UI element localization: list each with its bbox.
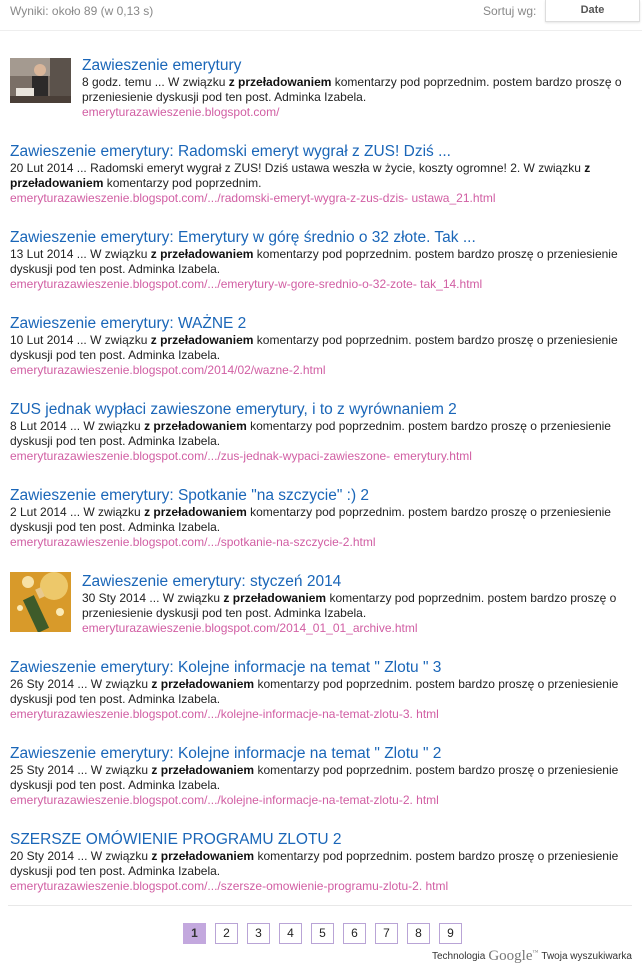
result-title-link[interactable]: ZUS jednak wypłaci zawieszone emerytury, i to z wyrównaniem 2 <box>10 401 457 418</box>
result-title-link[interactable]: Zawieszenie emerytury: Kolejne informacje na temat " Zlotu " 3 <box>10 659 442 676</box>
results-divider <box>8 905 632 906</box>
champagne-photo-thumbnail[interactable] <box>10 572 71 632</box>
result-item <box>10 572 632 658</box>
result-snippet: 30 Sty 2014 ... W związku z przeładowaniem komentarzy pod poprzednim. postem bardzo proszę o przeniesienie dyskusji pod ten post. Adminka Izabela. <box>82 591 617 620</box>
result-title-link[interactable]: SZERSZE OMÓWIENIE PROGRAMU ZLOTU 2 <box>10 831 342 848</box>
result-url[interactable]: emeryturazawieszenie.blogspot.com/.../szersze-omowienie-programu-zlotu-2. html <box>10 879 449 893</box>
result-snippet: 8 Lut 2014 ... W związku z przeładowaniem komentarzy pod poprzednim. postem bardzo proszę o przeniesienie dyskusji pod ten post. Adminka Izabela. <box>10 419 611 448</box>
result-url[interactable]: emeryturazawieszenie.blogspot.com/ <box>82 105 280 119</box>
result-url[interactable]: emeryturazawieszenie.blogspot.com/.../zus-jednak-wypaci-zawieszone- emerytury.html <box>10 449 472 463</box>
page-3-button[interactable]: 3 <box>247 923 270 944</box>
result-item <box>10 56 632 142</box>
result-item <box>10 744 632 830</box>
branding-suffix: Twoja wyszukiwarka <box>541 951 632 962</box>
branding-footer <box>432 948 632 965</box>
google-logo[interactable]: Google™ <box>488 948 539 964</box>
result-url[interactable]: emeryturazawieszenie.blogspot.com/2014_01_01_archive.html <box>82 621 418 635</box>
result-title-link[interactable]: Zawieszenie emerytury: WAŻNE 2 <box>10 315 247 332</box>
result-item <box>10 142 632 228</box>
page-6-button[interactable]: 6 <box>343 923 366 944</box>
result-item <box>10 228 632 314</box>
result-count: Wyniki: około 89 (w 0,13 s) <box>10 4 154 18</box>
results-header <box>0 0 642 31</box>
page-1-button[interactable]: 1 <box>183 923 206 944</box>
page-9-button[interactable]: 9 <box>439 923 462 944</box>
result-title-link[interactable]: Zawieszenie emerytury: Radomski emeryt wygrał z ZUS! Dziś ... <box>10 143 451 160</box>
result-item <box>10 486 632 572</box>
sort-dropdown[interactable]: Date <box>545 0 640 22</box>
result-snippet: 10 Lut 2014 ... W związku z przeładowaniem komentarzy pod poprzednim. postem bardzo proszę o przeniesienie dyskusji pod ten post. Adminka Izabela. <box>10 333 618 362</box>
result-title-link[interactable]: Zawieszenie emerytury <box>82 57 242 74</box>
result-snippet: 8 godz. temu ... W związku z przeładowaniem komentarzy pod poprzednim. postem bardzo proszę o przeniesienie dyskusji pod ten post. Adminka Izabela. <box>82 75 622 104</box>
result-item <box>10 658 632 744</box>
result-title-link[interactable]: Zawieszenie emerytury: styczeń 2014 <box>82 573 342 590</box>
result-title-link[interactable]: Zawieszenie emerytury: Kolejne informacje na temat " Zlotu " 2 <box>10 745 442 762</box>
result-snippet: 2 Lut 2014 ... W związku z przeładowaniem komentarzy pod poprzednim. postem bardzo proszę o przeniesienie dyskusji pod ten post. Adminka Izabela. <box>10 505 611 534</box>
result-title-link[interactable]: Zawieszenie emerytury: Emerytury w górę średnio o 32 złote. Tak ... <box>10 229 476 246</box>
result-url[interactable]: emeryturazawieszenie.blogspot.com/.../radomski-emeryt-wygra-z-zus-dzis- ustawa_21.html <box>10 191 496 205</box>
result-item <box>10 314 632 400</box>
result-snippet: 20 Sty 2014 ... W związku z przeładowaniem komentarzy pod poprzednim. postem bardzo proszę o przeniesienie dyskusji pod ten post. Adminka Izabela. <box>10 849 619 878</box>
sort-label: Sortuj wg: <box>483 4 537 18</box>
page-5-button[interactable]: 5 <box>311 923 334 944</box>
result-url[interactable]: emeryturazawieszenie.blogspot.com/.../kolejne-informacje-na-temat-zlotu-2. html <box>10 793 439 807</box>
result-snippet: 26 Sty 2014 ... W związku z przeładowaniem komentarzy pod poprzednim. postem bardzo proszę o przeniesienie dyskusji pod ten post. Adminka Izabela. <box>10 677 619 706</box>
page-2-button[interactable]: 2 <box>215 923 238 944</box>
result-url[interactable]: emeryturazawieszenie.blogspot.com/.../emerytury-w-gore-srednio-o-32-zote- tak_14.html <box>10 277 483 291</box>
pagination <box>183 923 471 944</box>
result-snippet: 25 Sty 2014 ... W związku z przeładowaniem komentarzy pod poprzednim. postem bardzo proszę o przeniesienie dyskusji pod ten post. Adminka Izabela. <box>10 763 619 792</box>
result-title-link[interactable]: Zawieszenie emerytury: Spotkanie "na szczycie" :) 2 <box>10 487 370 504</box>
result-snippet: 20 Lut 2014 ... Radomski emeryt wygrał z ZUS! Dziś ustawa weszła w życie, koszty ogromne! 2. W związku z przeładowaniem komentarzy pod poprzednim. <box>10 161 591 190</box>
branding-prefix: Technologia <box>431 951 486 962</box>
result-url[interactable]: emeryturazawieszenie.blogspot.com/.../kolejne-informacje-na-temat-zlotu-3. html <box>10 707 439 721</box>
result-item <box>10 400 632 486</box>
page-8-button[interactable]: 8 <box>407 923 430 944</box>
result-snippet: 13 Lut 2014 ... W związku z przeładowaniem komentarzy pod poprzednim. postem bardzo proszę o przeniesienie dyskusji pod ten post. Adminka Izabela. <box>10 247 618 276</box>
results-list <box>10 56 632 916</box>
man-photo-thumbnail[interactable] <box>10 58 71 103</box>
result-url[interactable]: emeryturazawieszenie.blogspot.com/.../spotkanie-na-szczycie-2.html <box>10 535 376 549</box>
page-4-button[interactable]: 4 <box>279 923 302 944</box>
page-7-button[interactable]: 7 <box>375 923 398 944</box>
result-url[interactable]: emeryturazawieszenie.blogspot.com/2014/02/wazne-2.html <box>10 363 326 377</box>
result-item <box>10 830 632 916</box>
